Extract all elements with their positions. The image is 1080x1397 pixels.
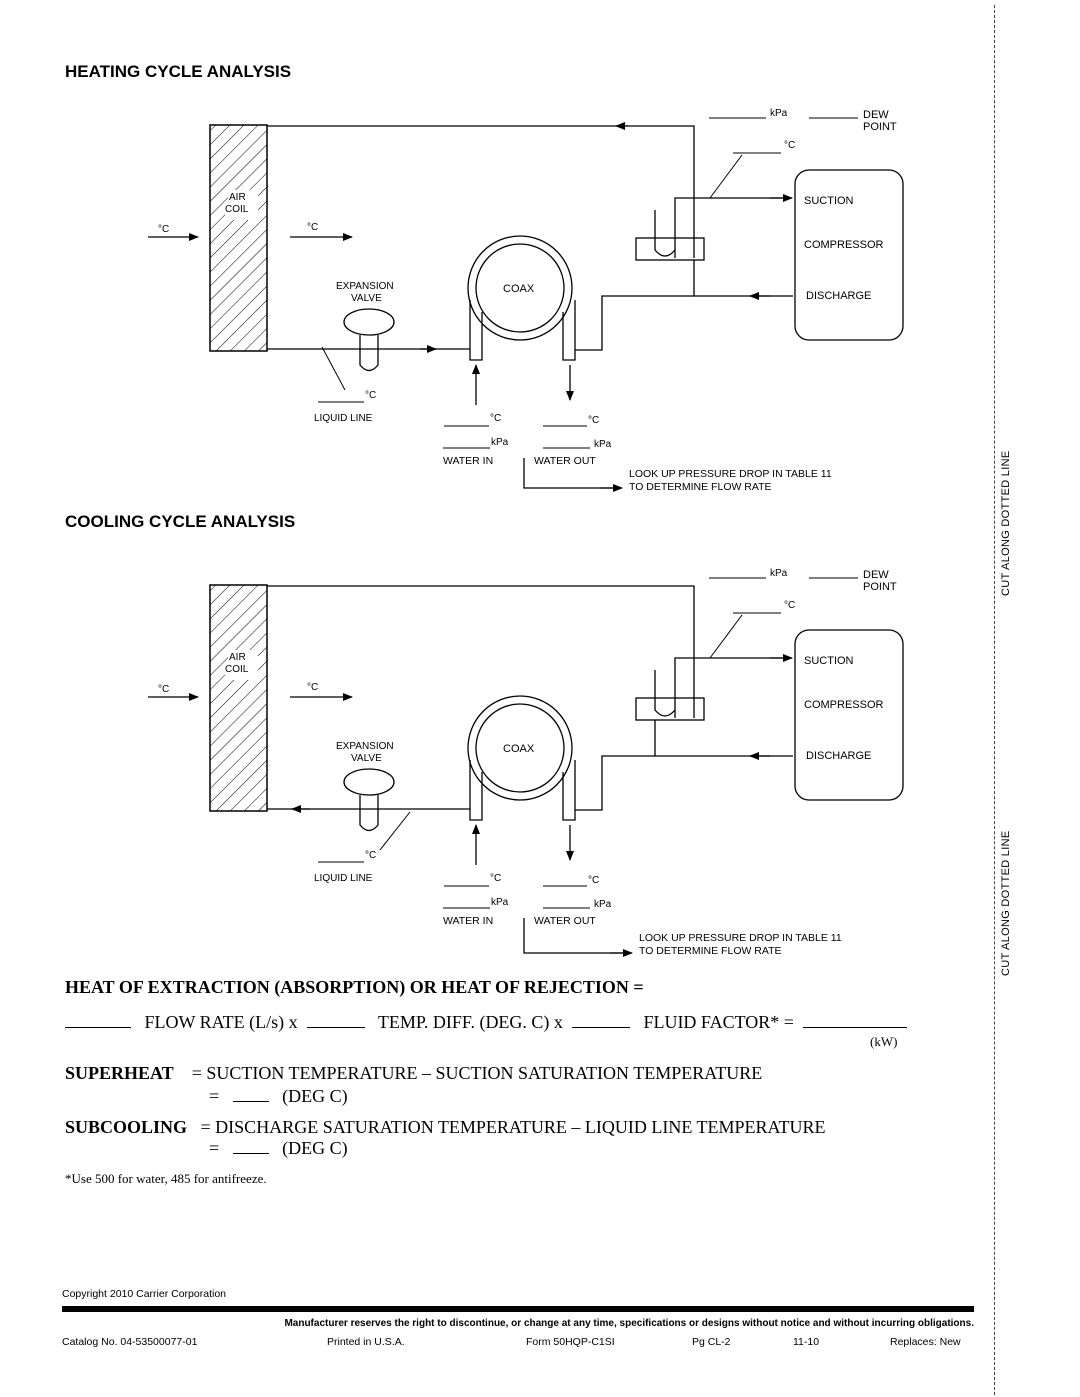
cooling-diagram [0, 560, 1080, 1020]
cooling-schematic [0, 560, 1080, 1020]
suction-label: SUCTION [804, 195, 854, 207]
liquid-line-label: LIQUID LINE [314, 413, 373, 424]
subcooling-equation: = DISCHARGE SATURATION TEMPERATURE – LIQUID LINE TEMPERATURE [200, 1117, 826, 1137]
heating-title: HEATING CYCLE ANALYSIS [65, 62, 292, 81]
dew-label: DEW [863, 569, 889, 581]
subcooling-blank[interactable] [233, 1153, 269, 1154]
date-code: 11-10 [793, 1336, 820, 1348]
form-number: Form 50HQP-C1SI [526, 1336, 615, 1348]
temp-diff-label: TEMP. DIFF. (DEG. C) x [377, 1012, 563, 1032]
heating-schematic [0, 100, 1080, 560]
page-number: Pg CL-2 [692, 1336, 731, 1348]
water-out-label: WATER OUT [534, 915, 596, 927]
compressor-label: COMPRESSOR [804, 699, 884, 711]
expansion-label: EXPANSION [336, 741, 394, 752]
cut-dotted-line [994, 5, 995, 1395]
water-out-label: WATER OUT [534, 455, 596, 467]
air-out-temp-label: °C [307, 682, 319, 693]
water-out-kpa-label: kPa [594, 439, 612, 450]
discharge-label: DISCHARGE [806, 290, 872, 302]
lookup-line-1: LOOK UP PRESSURE DROP IN TABLE 11 [629, 468, 832, 480]
superheat-equals: = [209, 1086, 220, 1106]
liquid-temp-label: °C [365, 390, 377, 401]
air-label: AIR [229, 192, 246, 203]
subcooling-label: SUBCOOLING [65, 1117, 188, 1137]
cut-along-text-2: CUT ALONG DOTTED LINE [1000, 830, 1012, 976]
coax-label: COAX [503, 283, 535, 295]
result-blank[interactable] [803, 1027, 907, 1028]
water-in-label: WATER IN [443, 915, 494, 927]
catalog-number: Catalog No. 04-53500077-01 [62, 1336, 198, 1348]
kw-unit: (kW) [870, 1034, 898, 1049]
lookup-line-2: TO DETERMINE FLOW RATE [629, 481, 772, 493]
superheat-row [65, 1063, 762, 1084]
coil-label: COIL [225, 204, 249, 215]
superheat-label: SUPERHEAT [65, 1063, 174, 1083]
compressor-label: COMPRESSOR [804, 239, 884, 251]
water-out-temp-label: °C [588, 415, 600, 426]
subcooling-value-row [209, 1138, 348, 1159]
air-coil-hatch [210, 125, 267, 351]
temp-label: °C [784, 600, 796, 611]
fluid-factor-blank[interactable] [572, 1027, 630, 1028]
temp-diff-blank[interactable] [307, 1027, 365, 1028]
water-in-temp-label: °C [490, 873, 502, 884]
air-in-temp-label: °C [158, 224, 170, 235]
liquid-line-label: LIQUID LINE [314, 873, 373, 884]
footer-notice: Manufacturer reserves the right to discontinue, or change at any time, specifications or designs without notice and without incurring obligations. [284, 1318, 974, 1329]
water-out-temp-label: °C [588, 875, 600, 886]
superheat-equation: = SUCTION TEMPERATURE – SUCTION SATURATION TEMPERATURE [191, 1063, 763, 1083]
valve-label: VALVE [351, 293, 382, 304]
footnote: *Use 500 for water, 485 for antifreeze. [65, 1171, 267, 1186]
lookup-line-2: TO DETERMINE FLOW RATE [639, 945, 782, 957]
water-in-temp-label: °C [490, 413, 502, 424]
air-out-temp-label: °C [307, 222, 319, 233]
cut-along-text-1: CUT ALONG DOTTED LINE [1000, 450, 1012, 596]
heating-diagram [0, 100, 1080, 560]
flow-formula [65, 1012, 907, 1033]
air-label: AIR [229, 652, 246, 663]
discharge-label: DISCHARGE [806, 750, 872, 762]
lookup-line-1: LOOK UP PRESSURE DROP IN TABLE 11 [639, 932, 842, 944]
replaces: Replaces: New [890, 1336, 961, 1348]
subcooling-equals: = [209, 1138, 220, 1158]
superheat-blank[interactable] [233, 1101, 269, 1102]
expansion-label: EXPANSION [336, 281, 394, 292]
flow-rate-label: FLOW RATE (L/s) x [144, 1012, 298, 1032]
kpa-label: kPa [770, 568, 788, 579]
temp-label: °C [784, 140, 796, 151]
valve-label: VALVE [351, 753, 382, 764]
footer-rule [62, 1306, 974, 1312]
fluid-factor-label: FLUID FACTOR* = [643, 1012, 794, 1032]
superheat-value-row [209, 1086, 348, 1107]
formula-heading: HEAT OF EXTRACTION (ABSORPTION) OR HEAT OF REJECTION = [65, 977, 644, 997]
suction-label: SUCTION [804, 655, 854, 667]
water-in-kpa-label: kPa [491, 897, 509, 908]
subcooling-row [65, 1117, 826, 1138]
point-label: POINT [863, 581, 897, 593]
cooling-title: COOLING CYCLE ANALYSIS [65, 512, 296, 531]
water-in-label: WATER IN [443, 455, 494, 467]
kpa-label: kPa [770, 108, 788, 119]
coil-label: COIL [225, 664, 249, 675]
coax-label: COAX [503, 743, 535, 755]
water-out-kpa-label: kPa [594, 899, 612, 910]
copyright: Copyright 2010 Carrier Corporation [62, 1288, 226, 1300]
dew-label: DEW [863, 109, 889, 121]
liquid-temp-label: °C [365, 850, 377, 861]
superheat-unit: (DEG C) [282, 1086, 348, 1106]
printed-in: Printed in U.S.A. [327, 1336, 405, 1348]
air-in-temp-label: °C [158, 684, 170, 695]
point-label: POINT [863, 121, 897, 133]
water-in-kpa-label: kPa [491, 437, 509, 448]
subcooling-unit: (DEG C) [282, 1138, 348, 1158]
flow-rate-blank[interactable] [65, 1027, 131, 1028]
